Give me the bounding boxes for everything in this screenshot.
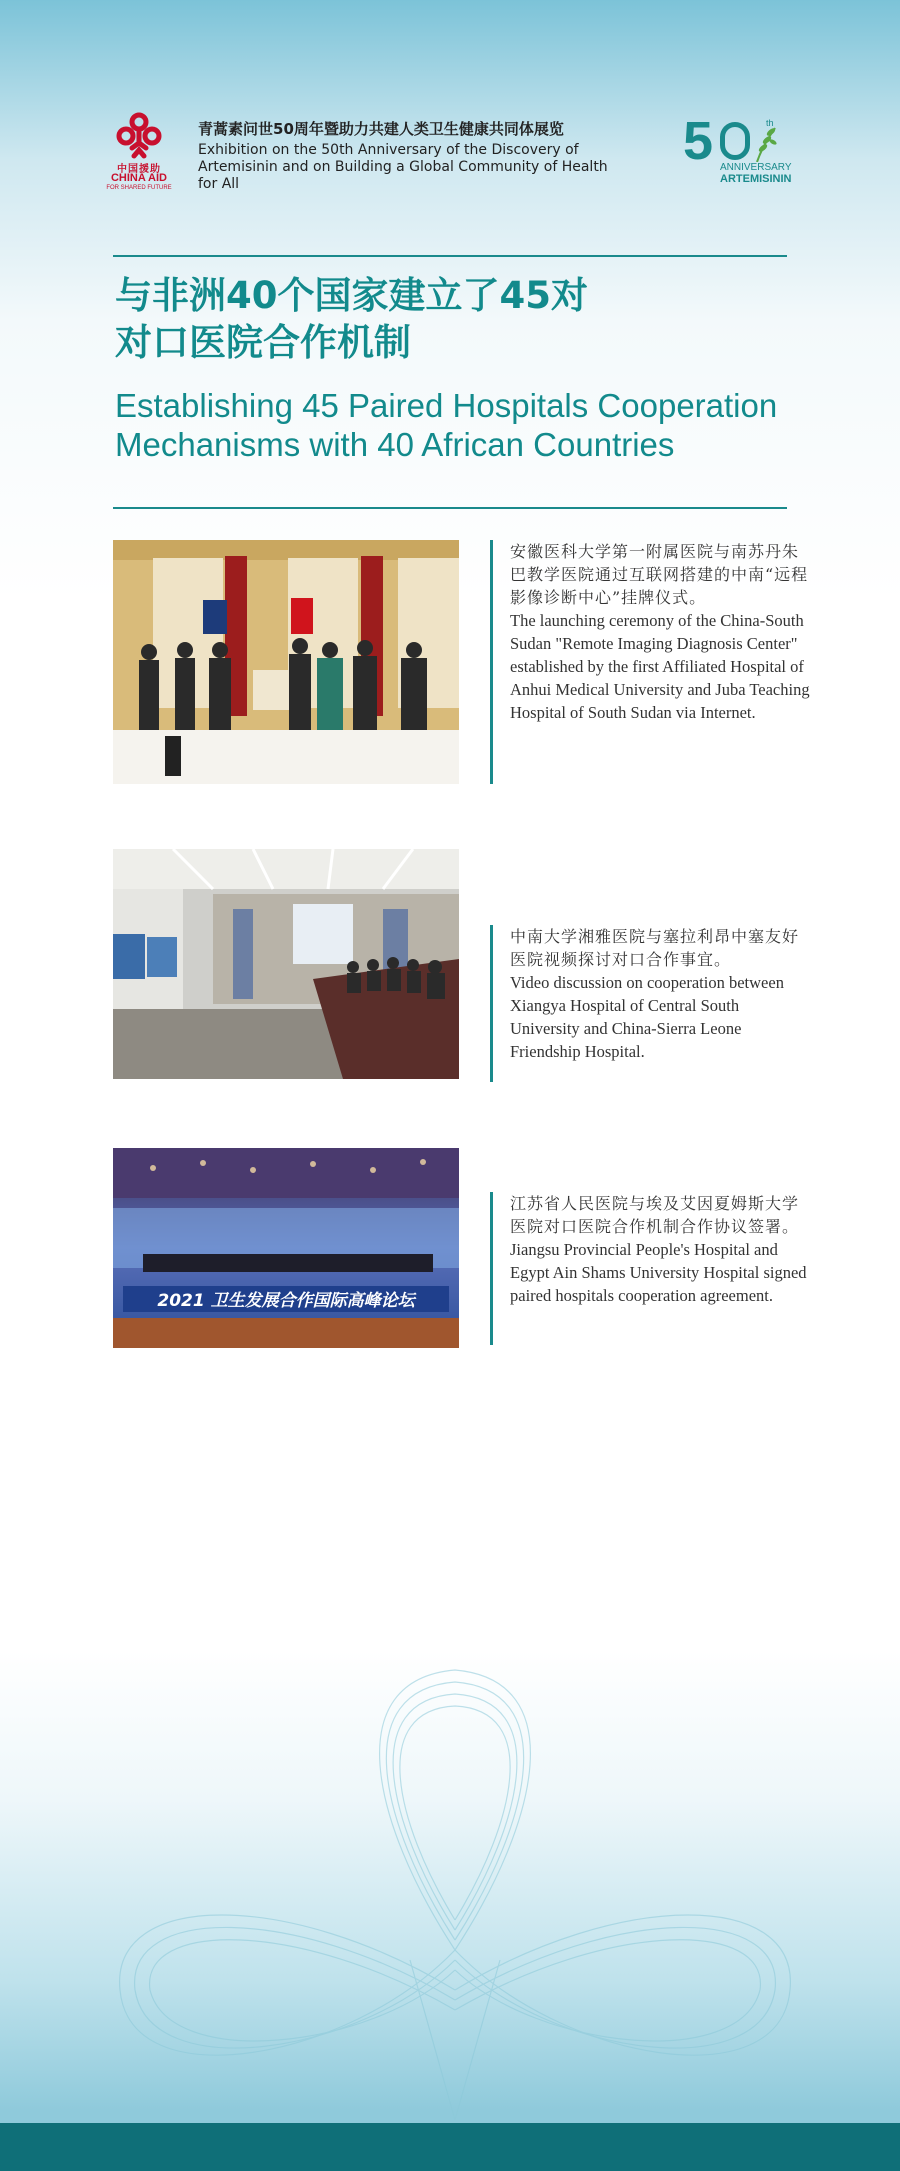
- caption-2: [490, 925, 810, 1082]
- caption-3-en: Jiangsu Provincial People's Hospital and Egypt Ain Shams University Hospital signed paired hospitals cooperation agreement.: [510, 1240, 807, 1305]
- anniversary-line1: ANNIVERSARY: [720, 162, 792, 173]
- anniversary-number: 5: [683, 111, 714, 171]
- exhibition-title-cn: 青蒿素问世50周年暨助力共建人类卫生健康共同体展览: [198, 120, 564, 138]
- caption-2-en: Video discussion on cooperation between Xiangya Hospital of Central South University and China-Sierra Leone Friendship Hospital.: [510, 973, 784, 1061]
- anniversary-line2: ARTEMISININ: [720, 173, 792, 185]
- title-divider: [113, 507, 787, 509]
- page-title-cn: [115, 272, 795, 366]
- page-title-en-line2: Mechanisms with 40 African Countries: [115, 426, 675, 463]
- caption-1: [490, 540, 810, 784]
- exhibition-title-en: Exhibition on the 50th Anniversary of the Discovery of Artemisinin and on Building a Global Community of Health for All: [198, 142, 608, 192]
- page-title-cn-line2: 对口医院合作机制: [115, 321, 411, 364]
- page-title-en: [115, 386, 815, 464]
- forum-photo: [113, 1148, 459, 1348]
- logo-cn: 中国援助: [117, 164, 161, 175]
- logo-tagline: FOR SHARED FUTURE: [106, 185, 172, 191]
- ribbon-decoration: [110, 1660, 800, 2120]
- caption-2-cn: 中南大学湘雅医院与塞拉利昂中塞友好医院视频探讨对口合作事宜。: [510, 927, 800, 969]
- caption-3-cn: 江苏省人民医院与埃及艾因夏姆斯大学医院对口医院合作机制合作协议签署。: [510, 1194, 800, 1236]
- caption-3: [490, 1192, 810, 1345]
- caption-1-en: The launching ceremony of the China-South Sudan "Remote Imaging Diagnosis Center" established by the first Affiliated Hospital of Anhui Medical University and Juba Teaching Hospital of South Sudan via Internet.: [510, 611, 810, 722]
- anniversary-logo: [683, 111, 798, 190]
- anniversary-zero: [720, 122, 750, 160]
- top-divider: [113, 255, 787, 257]
- logo-en: CHINA AID: [110, 172, 167, 184]
- anniversary-suffix: th: [766, 118, 774, 128]
- knot-icon: [104, 112, 174, 160]
- artemisia-leaf-icon: [753, 122, 779, 162]
- footer-bar: [0, 2123, 900, 2171]
- header: [0, 0, 900, 240]
- caption-1-cn: 安徽医科大学第一附属医院与南苏丹朱巴教学医院通过互联网搭建的中南“远程影像诊断中心”挂牌仪式。: [510, 542, 809, 607]
- page-title-cn-line1: 与非洲40个国家建立了45对: [115, 274, 588, 317]
- forum-banner-text: 2021 卫生发展合作国际高峰论坛: [157, 1291, 415, 1311]
- ceremony-photo: [113, 540, 459, 784]
- video-conference-photo: [113, 849, 459, 1079]
- page-title-en-line1: Establishing 45 Paired Hospitals Cooperation: [115, 387, 778, 424]
- china-aid-logo: [104, 112, 174, 198]
